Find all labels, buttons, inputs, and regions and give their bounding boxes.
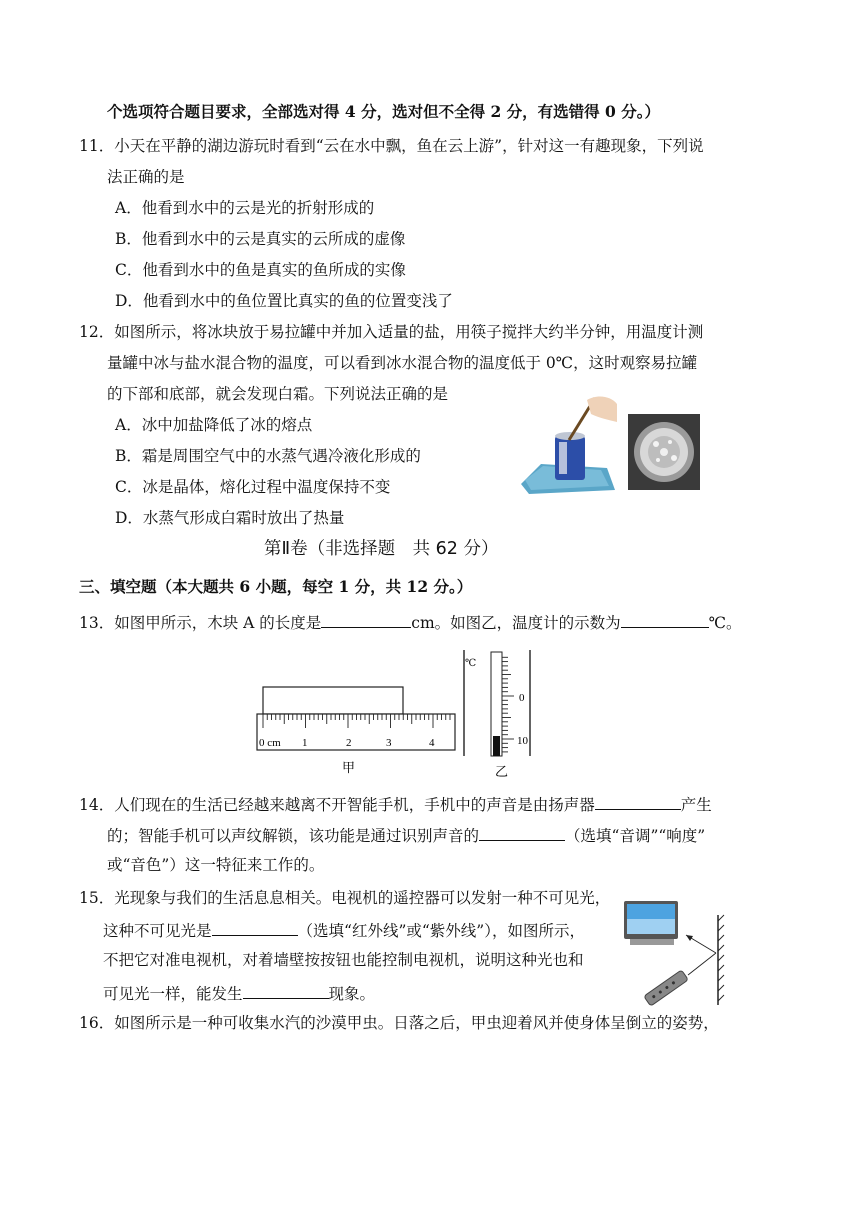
answer-blank[interactable] — [212, 919, 298, 936]
option-a: A．他看到水中的云是光的折射形成的 — [115, 199, 375, 217]
question-text: 的；智能手机可以声纹解锁，该功能是通过识别声音的 — [107, 827, 480, 845]
answer-blank[interactable] — [243, 982, 329, 999]
section-heading: 三、填空题（本大题共 6 小题，每空 1 分，共 12 分。） — [79, 577, 473, 596]
thermometer-liquid — [493, 736, 500, 756]
question-stem: 小天在平静的湖边游玩时看到“云在水中飘，鱼在云上游”，针对这一有趣现象，下列说 — [114, 137, 704, 155]
ruler-label: 4 — [429, 737, 435, 749]
tv-remote-wall-figure — [620, 895, 730, 1010]
thermometer-figure — [460, 648, 540, 780]
ruler-label: 1 — [302, 737, 308, 749]
question-text: 这种不可见光是 — [103, 922, 212, 940]
answer-blank[interactable] — [479, 824, 565, 841]
frost-can-bottom-photo — [628, 414, 700, 490]
option-d: D．他看到水中的鱼位置比真实的鱼的位置变浅了 — [115, 292, 453, 310]
can-stirring-photo — [519, 392, 619, 496]
wooden-block — [263, 687, 403, 714]
question-text: ℃。 — [708, 614, 742, 632]
thermometer-label: 0 — [519, 692, 525, 704]
option-c: C．冰是晶体，熔化过程中温度保持不变 — [115, 478, 391, 496]
section-intro-line: 个选项符合题目要求，全部选对得 4 分，选对但不全得 2 分，有选错得 0 分。） — [107, 102, 660, 121]
question-text: （选填“红外线”或“紫外线”），如图所示， — [297, 922, 585, 940]
ruler — [257, 714, 455, 750]
thermometer-unit: ℃ — [465, 658, 477, 669]
option-d: D．水蒸气形成白霜时放出了热量 — [115, 509, 345, 527]
question-text: （选填“音调”“响度” — [565, 827, 706, 845]
figure-caption: 乙 — [495, 764, 509, 779]
ruler-label: 0 cm — [259, 737, 281, 749]
question-number: 13． — [79, 614, 115, 632]
question-text: 人们现在的生活已经越来越离不开智能手机，手机中的声音是由扬声器 — [114, 796, 595, 814]
question-stem: 法正确的是 — [107, 168, 185, 186]
question-text: 光现象与我们的生活息息相关。电视机的遥控器可以发射一种不可见光， — [114, 889, 611, 907]
question-stem: 量罐中冰与盐水混合物的温度，可以看到冰水混合物的温度低于 0℃，这时观察易拉罐 — [107, 354, 698, 372]
ruler-label: 3 — [386, 737, 392, 749]
answer-blank[interactable] — [621, 611, 709, 628]
section-title: 第Ⅱ卷（非选择题 共 62 分） — [264, 539, 499, 559]
question-stem: 的下部和底部，就会发现白霜。下列说法正确的是 — [107, 385, 449, 403]
answer-blank[interactable] — [321, 611, 411, 628]
question-text: 或“音色”）这一特征来工作的。 — [107, 856, 325, 874]
question-stem: 如图所示，将冰块放于易拉罐中并加入适量的盐，用筷子搅拌大约半分钟，用温度计测 — [114, 323, 704, 341]
option-a: A．冰中加盐降低了冰的熔点 — [115, 416, 313, 434]
question-number: 16． — [79, 1014, 115, 1032]
question-number: 15． — [79, 889, 115, 907]
ruler-label: 2 — [346, 737, 352, 749]
answer-blank[interactable] — [595, 793, 681, 810]
question-text: 可见光一样，能发生 — [103, 985, 243, 1003]
ruler-figure — [250, 680, 460, 778]
option-b: B．霜是周围空气中的水蒸气遇冷液化形成的 — [115, 447, 421, 465]
question-text: 如图甲所示，木块 A 的长度是 — [114, 614, 322, 632]
question-text: cm。如图乙，温度计的示数为 — [411, 614, 621, 632]
thermometer-label: 10 — [517, 735, 528, 747]
question-number: 14． — [79, 796, 115, 814]
question-text: 不把它对准电视机，对着墙壁按按钮也能控制电视机，说明这种光也和 — [103, 951, 584, 969]
figure-caption: 甲 — [342, 760, 356, 775]
option-b: B．他看到水中的云是真实的云所成的虚像 — [115, 230, 406, 248]
option-c: C．他看到水中的鱼是真实的鱼所成的实像 — [115, 261, 406, 279]
question-text: 产生 — [680, 796, 712, 814]
question-number: 11． — [79, 137, 115, 155]
question-text: 如图所示是一种可收集水汽的沙漠甲虫。日落之后，甲虫迎着风并使身体呈倒立的姿势， — [114, 1014, 719, 1032]
question-text: 现象。 — [328, 985, 376, 1003]
question-number: 12． — [79, 323, 115, 341]
